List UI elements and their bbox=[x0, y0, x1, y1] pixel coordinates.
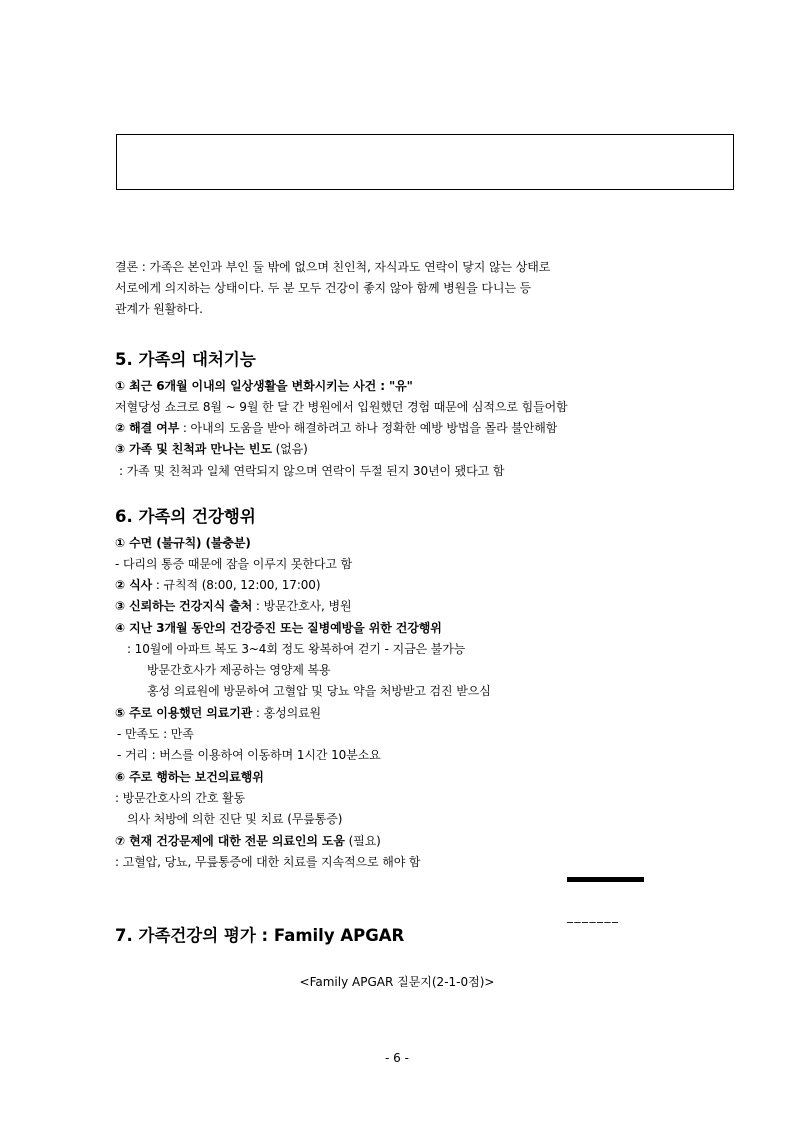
conclusion-line-1: 결론 : 가족은 본인과 부인 둘 밖에 없으며 친인척, 자식과도 연락이 닿지 않는 상태로 bbox=[115, 260, 551, 274]
s6-item-5-detail-1: - 만족도 : 만족 bbox=[117, 727, 194, 741]
s6-item-6-detail-1: : 방문간호사의 간호 활동 bbox=[115, 791, 246, 805]
s5-item-1-detail: 저혈당성 쇼크로 8월 ~ 9월 한 달 간 병원에서 입원했던 경험 때문에 심적으로 힘들어함 bbox=[115, 400, 568, 414]
s6-item-6-detail-2: 의사 처방에 의한 진단 및 치료 (무릎통증) bbox=[127, 812, 343, 826]
s5-item-2-text: : 아내의 도움을 받아 해결하려고 하나 정확한 예방 방법을 몰라 불안해함 bbox=[179, 421, 558, 435]
section-6-heading: 6. 가족의 건강행위 bbox=[115, 507, 256, 526]
s6-item-3 bbox=[115, 598, 351, 614]
s6-item-3-text: : 방문간호사, 병원 bbox=[252, 599, 352, 613]
s6-item-4: ④ 지난 3개월 동안의 건강증진 또는 질병예방을 위한 건강행위 bbox=[115, 621, 442, 635]
s5-item-3-title: ③ 가족 및 친척과 만나는 빈도 bbox=[115, 442, 272, 456]
s6-item-4-detail-3: 홍성 의료원에 방문하여 고혈압 및 당뇨 약을 처방받고 검진 받으심 bbox=[147, 684, 491, 698]
s6-item-2 bbox=[115, 577, 320, 593]
s6-item-4-detail-1: : 10월에 아파트 복도 3~4회 정도 왕복하여 걷기 - 지금은 불가능 bbox=[127, 642, 466, 656]
s6-item-7-title: ⑦ 현재 건강문제에 대한 전문 의료인의 도움 bbox=[115, 834, 345, 848]
s6-item-1: ① 수면 (불규칙) (불충분) bbox=[115, 536, 251, 550]
apgar-caption: <Family APGAR 질문지(2-1-0점)> bbox=[299, 975, 495, 989]
s6-item-7 bbox=[115, 833, 381, 849]
empty-text-box bbox=[116, 134, 734, 190]
black-bar-divider bbox=[567, 877, 644, 882]
dashed-line: _______ bbox=[567, 909, 620, 923]
s6-item-2-title: ② 식사 bbox=[115, 578, 153, 592]
page-number: - 6 - bbox=[385, 1051, 409, 1065]
s5-item-2-title: ② 해결 여부 bbox=[115, 421, 180, 435]
s5-item-2 bbox=[115, 420, 557, 436]
s6-item-6: ⑥ 주로 행하는 보건의료행위 bbox=[115, 770, 264, 784]
conclusion-line-2: 서로에게 의지하는 상태이다. 두 분 모두 건강이 좋지 않아 함께 병원을 다니는 등 bbox=[115, 281, 532, 295]
s6-item-4-detail-2: 방문간호사가 제공하는 영양제 복용 bbox=[147, 663, 331, 677]
s6-item-5-detail-2: - 거리 : 버스를 이용하여 이동하며 1시간 10분소요 bbox=[117, 748, 381, 762]
s6-item-5-text: : 홍성의료원 bbox=[252, 706, 322, 720]
conclusion-line-3: 관계가 원활하다. bbox=[115, 302, 203, 316]
s6-item-5-title: ⑤ 주로 이용했던 의료기관 bbox=[115, 706, 253, 720]
s5-item-1: ① 최근 6개월 이내의 일상생활을 변화시키는 사건 : "유" bbox=[115, 379, 413, 393]
s5-item-3-text: (없음) bbox=[271, 442, 308, 456]
s6-item-5 bbox=[115, 705, 321, 721]
section-7-heading: 7. 가족건강의 평가 : Family APGAR bbox=[115, 926, 405, 945]
s5-item-3 bbox=[115, 441, 308, 457]
s5-item-3-detail: : 가족 및 친척과 일체 연락되지 않으며 연락이 두절 된지 30년이 됐다고 함 bbox=[119, 464, 505, 478]
s6-item-3-title: ③ 신뢰하는 건강지식 출처 bbox=[115, 599, 253, 613]
s6-item-2-text: : 규칙적 (8:00, 12:00, 17:00) bbox=[152, 578, 321, 592]
s6-item-7-text: (필요) bbox=[344, 834, 381, 848]
s6-item-7-detail-1: : 고혈압, 당뇨, 무릎통증에 대한 치료를 지속적으로 해야 함 bbox=[115, 855, 421, 869]
section-5-heading: 5. 가족의 대처기능 bbox=[115, 350, 256, 369]
s6-item-1-detail: - 다리의 통증 때문에 잠을 이루지 못한다고 함 bbox=[115, 557, 353, 571]
